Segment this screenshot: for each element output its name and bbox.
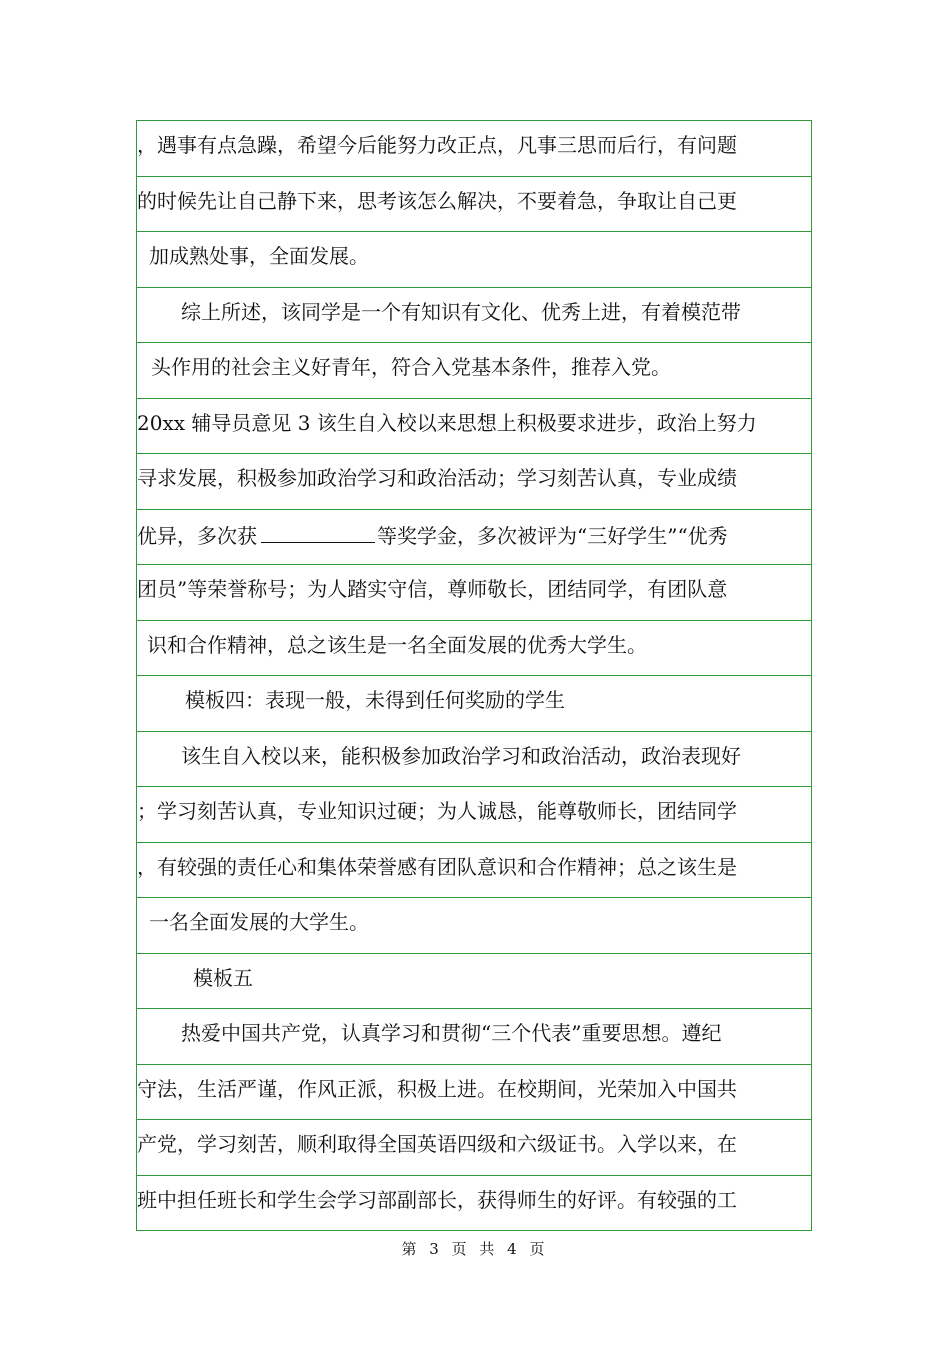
text-line-18 [137,1065,811,1121]
section-heading: 模板五 [193,965,253,990]
text-line-12 [137,732,811,788]
text-line-11 [137,676,811,732]
page-footer: 第 3 页 共 4 页 [401,1240,549,1258]
text-line-6 [137,399,811,455]
text-line-4 [137,288,811,344]
line-text-with-blank [137,524,728,546]
text-line-7 [137,454,811,510]
line-text: 班中担任班长和学生会学习部副部长，获得师生的好评。有较强的工 [137,1187,737,1212]
line-text: 守法，生活严谨，作风正派，积极上进。在校期间，光荣加入中国共 [137,1076,737,1101]
line-text: ，遇事有点急躁，希望今后能努力改正点，凡事三思而后行，有问题 [137,133,737,157]
line-text: 综上所述，该同学是一个有知识有文化、优秀上进，有着模范带 [181,299,741,324]
line-text: 头作用的社会主义好青年，符合入党基本条件，推荐入党。 [151,355,671,379]
text-line-1 [137,121,811,177]
fill-in-blank [261,524,375,543]
line-text: 团员”等荣誉称号；为人踏实守信，尊师敬长，团结同学，有团队意 [137,577,728,601]
text-line-5 [137,343,811,399]
section-heading: 模板四：表现一般，未得到任何奖励的学生 [185,688,565,712]
text-line-17 [137,1009,811,1065]
line-text: 等奖学金，多次被评为“三好学生”“优秀 [377,523,728,548]
text-line-3 [137,232,811,288]
line-text: 优异，多次获 [137,523,257,548]
line-text: 的时候先让自己静下来，思考该怎么解决，不要着急，争取让自己更 [137,188,737,213]
text-line-14 [137,843,811,899]
lined-text-box [136,120,812,1231]
text-line-8 [137,510,811,566]
line-text: 加成熟处事，全面发展。 [149,244,369,268]
line-text: 一名全面发展的大学生。 [149,910,369,934]
text-line-2 [137,177,811,233]
line-text: 热爱中国共产党，认真学习和贯彻“三个代表”重要思想。遵纪 [181,1021,722,1045]
text-line-19 [137,1120,811,1176]
text-line-13 [137,787,811,843]
text-line-9 [137,565,811,621]
line-text: 该生自入校以来，能积极参加政治学习和政治活动，政治表现好 [181,743,741,768]
line-text: 识和合作精神，总之该生是一名全面发展的优秀大学生。 [147,632,647,657]
line-text: ，有较强的责任心和集体荣誉感有团队意识和合作精神；总之该生是 [137,854,737,879]
text-line-16 [137,954,811,1010]
line-text: ；学习刻苦认真，专业知识过硬；为人诚恳，能尊敬师长，团结同学 [137,799,737,823]
text-line-15 [137,898,811,954]
text-line-10 [137,621,811,677]
text-line-20 [137,1176,811,1232]
line-text: 20xx 辅导员意见 3 该生自入校以来思想上积极要求进步，政治上努力 [137,410,757,435]
line-text: 产党，学习刻苦，顺利取得全国英语四级和六级证书。入学以来，在 [137,1132,737,1156]
line-text: 寻求发展，积极参加政治学习和政治活动；学习刻苦认真，专业成绩 [137,466,737,490]
